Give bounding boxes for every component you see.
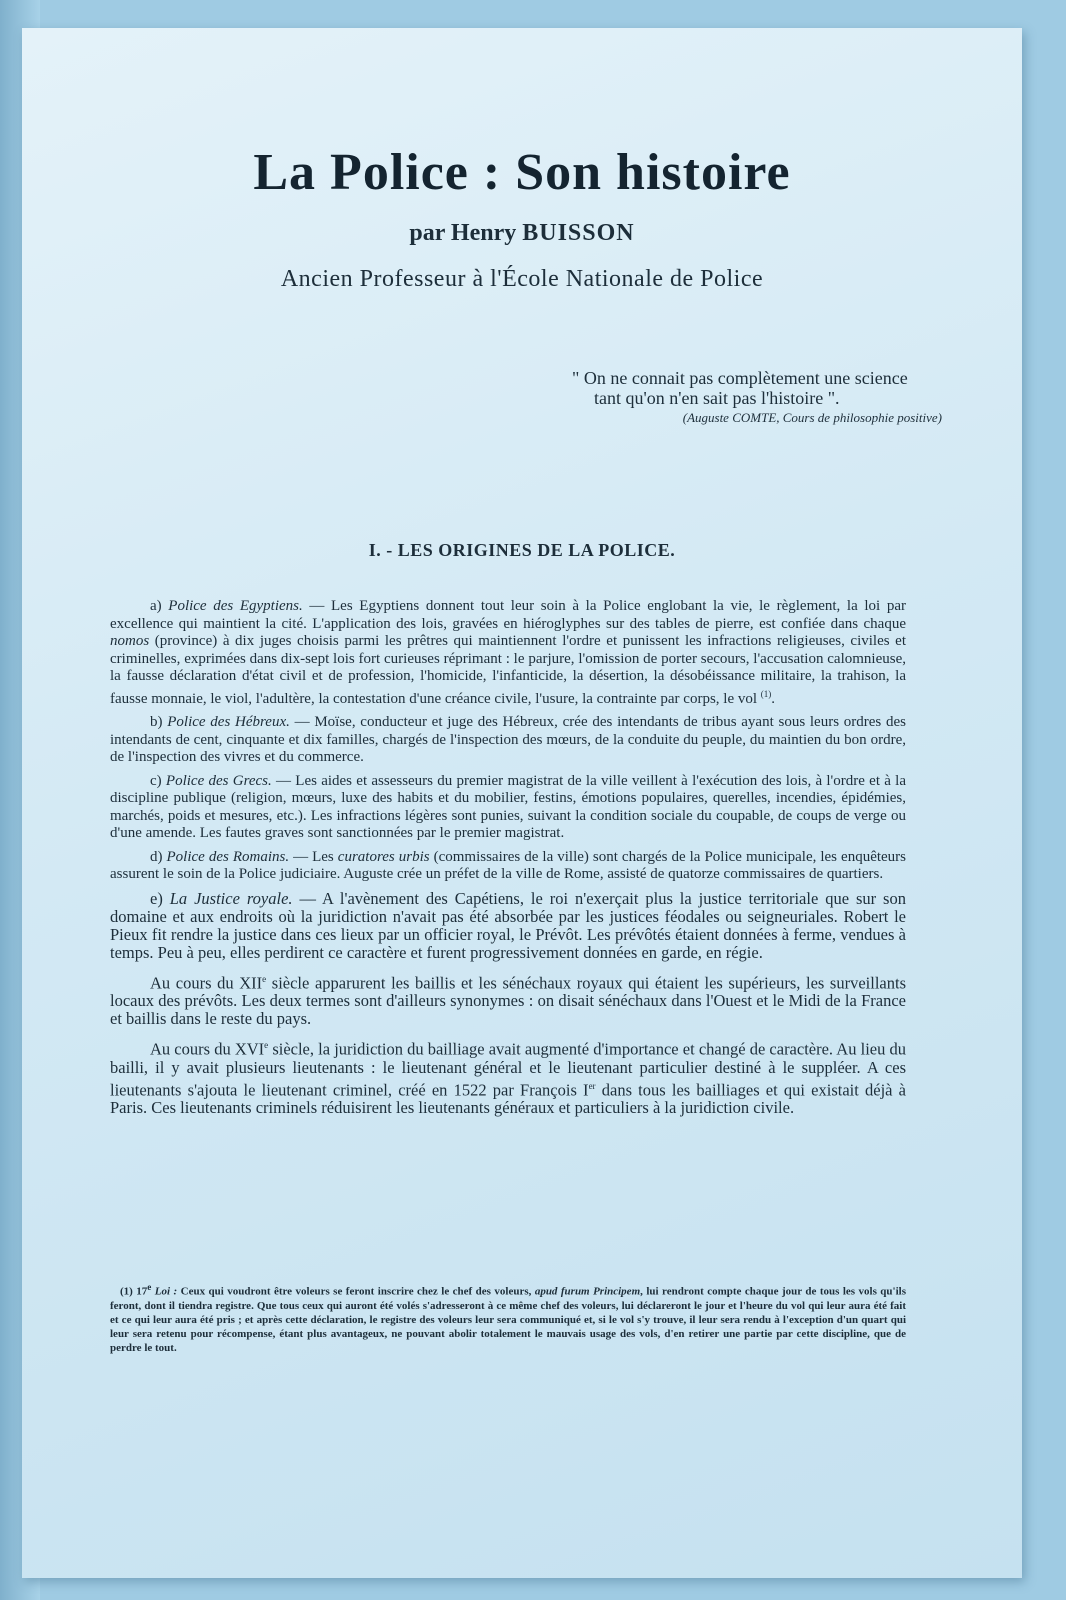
footnote-ref: (1) xyxy=(760,688,772,699)
epigraph xyxy=(572,368,992,428)
footnote-marker: (1) 17 xyxy=(120,1285,148,1298)
paragraph-egyptians xyxy=(110,598,906,708)
paragraph-hebrews xyxy=(110,714,906,767)
paragraph-text: . xyxy=(771,690,776,707)
footnote-text: , lui rendront compte chaque jour de tous les vols qu'ils feront, dont il tiendra registre. Que tous ceux qui auront été volés s'adresseront à ce même chef des voleurs, lui déclareront le jour et l'heure du vol qui leur aura été fait et ce qui leur aura été pris ; et après cette déclaration, le registre des voleurs leur sera communiqué et, si le vol s'y trouve, il leur sera rendu à l'exception d'un quart qui leur sera retenu pour récompense, étant plus avantageux, ne pouvant abolir totalement le mauvais usage des vols, d'en retirer une partie par cette discipline, que de perdre le tout. xyxy=(110,1285,906,1354)
paragraph-text: (province) à dix juges choisis parmi les prêtres qui maintiennent l'ordre et punissent les infractions religieuses, civiles et criminelles, exprimées dans dix-sept lois fort curieuses réprimant : le parjure, l'omission de porter secours, l'accusation calomnieuse, la fausse déclaration d'état civil et de profession, l'homicide, l'infanticide, la désertion, la désobéissance militaire, la trahison, la fausse monnaie, le viol, l'adultère, la contestation d'une créance civile, l'usure, la contrainte par corps, le vol xyxy=(110,633,906,707)
page-title: La Police : Son histoire xyxy=(253,144,791,201)
paragraph-text: — A l'avènement des Capétiens, le roi n'exerçait plus la justice territoriale que sur son domaine et aux endroits où la juridiction n'avait pas été absorbée par les justices féodales ou seigneuriales. Robert le Pieux fit rendre la justice dans ces lieux par un officier royal, le Prévôt. Les prévôtés étaient données à ferme, vendues à temps. Peu à peu, elles perdirent ce caractère et furent progressivement données en garde, en régie. xyxy=(110,888,906,962)
paragraph-marker: a) xyxy=(150,598,169,614)
term-apud: apud furum Principem xyxy=(534,1285,641,1298)
epigraph-line-2: tant qu'on n'en sait pas l'histoire ". xyxy=(594,388,840,408)
footnote-text: Ceux qui voudront être voleurs se feront inscrire chez le chef des voleurs, xyxy=(177,1285,535,1298)
paragraph-marker: b) xyxy=(150,714,168,730)
footnote xyxy=(110,1280,906,1355)
paragraph-marker: e) xyxy=(150,888,170,908)
paragraph-text: Au cours du XII xyxy=(150,973,263,992)
paragraph-text: dans tous les bailliages et qui existait déjà à Paris. Ces lieutenants criminels réduisirent les lieutenants généraux et particuliers à la juridiction civile. xyxy=(110,1080,907,1117)
paragraph-text: (commissaires de la ville) sont chargés de la Police municipale, les enquêteurs assurent le soin de la Police judiciaire. Auguste crée un préfet de la ville de Rome, assisté de quatorze commissaires de quartiers. xyxy=(110,848,907,882)
paragraph-marker: d) xyxy=(150,848,167,865)
paragraph-greeks xyxy=(110,773,906,843)
paragraph-text: siècle, la juridiction du bailliage avait augmenté d'importance et changé de caractère. Au lieu du bailli, il y avait plusieurs lieutenants : le lieutenant général et le lieutenant particulier destiné à le suppléer. A ces lieutenants s'ajouta le lieutenant criminel, créé en 1522 par François I xyxy=(110,1039,906,1099)
paragraph-text: — Les aides et assesseurs du premier magistrat de la ville veillent à l'exécution des lois, à l'ordre et à la discipline publique (religion, mœurs, luxe des habits et du mobilier, festins, émotions populaires, querelles, incendies, épidémies, marchés, poids et mesures, etc.). Les infractions légères sont punies, suivant la condition sociale du coupable, de coups de verge ou d'une amende. Les fautes graves sont sanctionnées par le premier magistrat. xyxy=(110,772,906,841)
footnote-title: Loi : xyxy=(151,1285,178,1298)
paragraph-twelfth-century xyxy=(110,970,906,1029)
paragraph-title: Police des Romains. xyxy=(166,848,290,865)
author-line xyxy=(22,220,1022,247)
paragraph-sixteenth-century xyxy=(110,1036,906,1117)
paragraph-marker: c) xyxy=(150,772,166,789)
term-curatores: curatores urbis xyxy=(337,848,430,865)
author-affiliation: Ancien Professeur à l'École Nationale de Police xyxy=(280,266,764,292)
century-superscript: e xyxy=(264,1040,269,1050)
epigraph-source: (Auguste COMTE, Cours de philosophie positive) xyxy=(682,410,942,425)
paragraph-text: — Les xyxy=(289,848,338,865)
paragraph-title: Police des Egyptiens. xyxy=(168,598,303,614)
paragraph-text: siècle apparurent les baillis et les sénéchaux royaux qui étaient les supérieurs, les surveillants locaux des prévôts. Les deux termes sont d'ailleurs synonymes : on disait sénéchaux dans l'Ouest et le Midi de la France et baillis dans le reste du pays. xyxy=(110,973,906,1028)
section-heading: I. - LES ORIGINES DE LA POLICE. xyxy=(368,540,676,560)
paragraph-text: — Moïse, conducteur et juge des Hébreux, crée des intendants de tribus ayant sous leurs ordres des intendants de cent, cinquante et dix familles, chargés de l'inspection des mœurs, de la conduite du peuple, du maintien du bon ordre, de l'inspection des vivres et du commerce. xyxy=(110,714,906,765)
paragraph-text: Au cours du XVI xyxy=(150,1039,265,1059)
paragraph-romans xyxy=(110,849,906,884)
paragraph-title: La Justice royale. xyxy=(169,888,293,908)
paragraph-royal-justice xyxy=(110,890,906,962)
paragraph-title: Police des Grecs. xyxy=(165,772,272,789)
body-text xyxy=(110,598,906,1125)
term-nomos: nomos xyxy=(110,633,150,649)
epigraph-line-1: " On ne connait pas complètement une science xyxy=(572,368,908,388)
paragraph-text: — Les Egyptiens donnent tout leur soin à la Police englobant la vie, le règlement, la loi par excellence qui maintient la cité. L'application des lois, gravées en hiéroglyphes sur des tables de pierre, est confiée dans chaque xyxy=(110,598,906,632)
footnote-superscript: e xyxy=(147,1282,152,1292)
document-page xyxy=(22,28,1022,1578)
author-surname: BUISSON xyxy=(522,220,635,246)
ordinal-superscript: er xyxy=(588,1080,596,1091)
century-superscript: e xyxy=(262,973,267,984)
paragraph-title: Police des Hébreux. xyxy=(167,714,290,730)
author-prefix: par Henry xyxy=(409,220,523,246)
